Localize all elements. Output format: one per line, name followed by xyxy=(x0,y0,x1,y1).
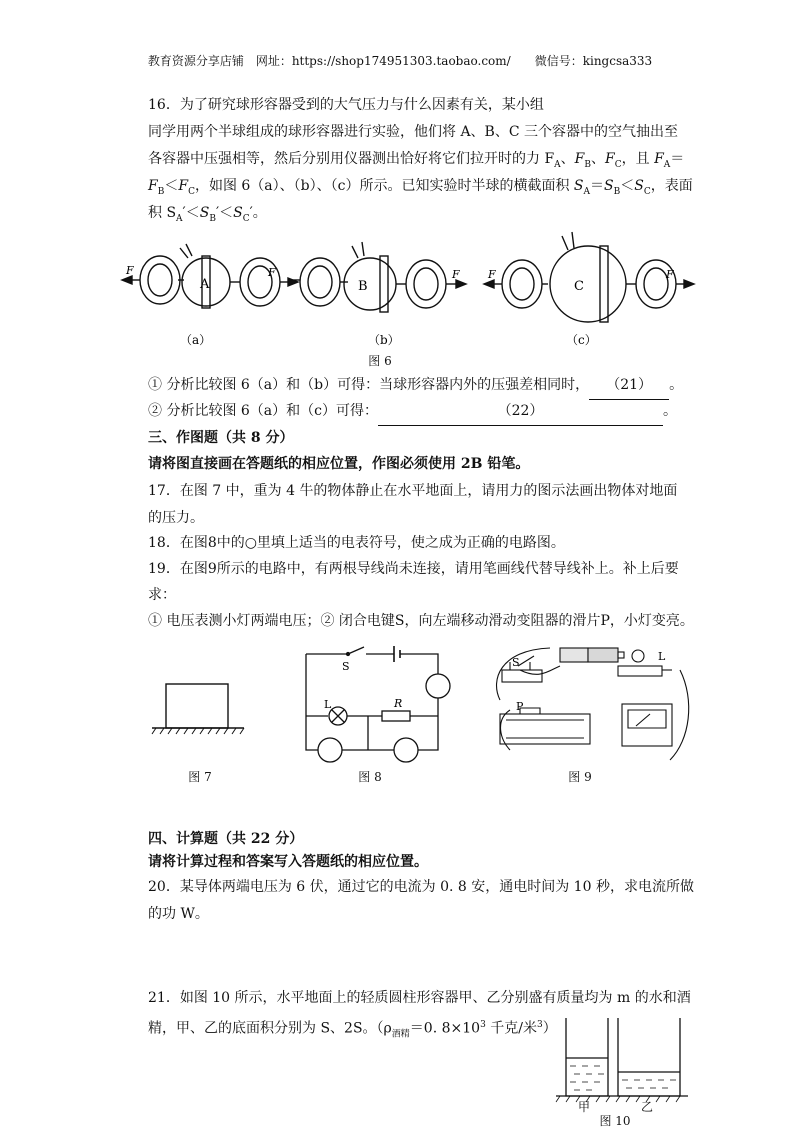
page-header: 教育资源分享店铺 网址：https://shop174951303.taobao.com/ 微信号：kingcsa333 xyxy=(147,54,653,68)
label-L-fig9: L xyxy=(658,650,666,663)
label-L: L xyxy=(324,698,332,711)
figure-9-caption: 图 9 xyxy=(568,770,592,784)
meter-circle-bottom-left xyxy=(318,738,342,762)
q16-sub2: ② 分析比较图 6（a）和（c）可得： （22） 。 xyxy=(148,398,693,426)
figure-9 xyxy=(490,640,695,765)
figure-7 xyxy=(148,680,248,740)
q16-line1: 16．为了研究球形容器受到的大气压力与什么因素有关，某小组 xyxy=(148,97,544,113)
figure-7-caption: 图 7 xyxy=(188,770,212,784)
q16-line4: $F_B<F_C$，如图 6（a）、（b）、（c）所示。已知实验时半球的横截面积 $S_A=S_B<S_C$，表面 xyxy=(148,178,693,197)
label-R: R xyxy=(394,697,403,710)
caption-b: （b） xyxy=(368,333,400,347)
figure-6-caption: 图 6 xyxy=(368,354,392,368)
figure-10 xyxy=(552,1016,692,1106)
caption-a: （a） xyxy=(180,333,212,347)
q16-sub1: ① 分析比较图 6（a）和（b）可得：当球形容器内外的压强差相同时， （21） 。 xyxy=(148,372,693,400)
label-fc-right: F xyxy=(666,268,674,281)
q16-line3: 各容器中压强相等，然后分别用仪器测出恰好将它们拉开时的力 $F_A$、$F_B$、$F_C$，且 $F_A=$ xyxy=(148,151,685,170)
label-jia: 甲 xyxy=(578,1100,591,1114)
blank-22[interactable]: （22） xyxy=(378,398,663,426)
figure-8 xyxy=(298,642,458,767)
section-4-title: 四、计算题（共 22 分） xyxy=(148,831,304,847)
blank-21[interactable]: （21） xyxy=(589,372,669,400)
q18-line1: 18．在图8中的○里填上适当的电表符号，使之成为正确的电路图。 xyxy=(148,535,565,551)
section-3-title: 三、作图题（共 8 分） xyxy=(148,430,294,446)
q16-line5: 积 $S_A'<S_B'<S_C'$。 xyxy=(148,205,267,224)
q20-line1: 20．某导体两端电压为 6 伏，通过它的电流为 0. 8 安，通电时间为 10 秒，求电流所做 xyxy=(148,879,694,895)
label-yi: 乙 xyxy=(641,1100,654,1114)
meter-circle-right xyxy=(426,674,450,698)
figure-8-caption: 图 8 xyxy=(358,770,382,784)
section-3-instructions: 请将图直接画在答题纸的相应位置，作图必须使用 2B 铅笔。 xyxy=(148,456,530,472)
label-S: S xyxy=(342,660,350,673)
q19-line1: 19．在图9所示的电路中，有两根导线尚未连接，请用笔画线代替导线补上。补上后要 xyxy=(148,561,679,577)
label-fc-left: F xyxy=(488,268,496,281)
label-A: A xyxy=(200,277,210,292)
meter-circle-bottom-right xyxy=(394,738,418,762)
q17-line2: 的压力。 xyxy=(148,510,204,526)
caption-c: （c） xyxy=(566,333,597,347)
label-fa-left: F xyxy=(126,264,134,277)
q19-line3: ① 电压表测小灯两端电压；② 闭合电键S，向左端移动滑动变阻器的滑片P，小灯变亮。 xyxy=(148,613,694,629)
label-P: P xyxy=(516,700,524,713)
figure-10-caption: 图 10 xyxy=(599,1114,631,1128)
label-fb: F xyxy=(452,268,460,281)
label-B: B xyxy=(358,279,368,294)
q17-line1: 17．在图 7 中，重为 4 牛的物体静止在水平地面上，请用力的图示法画出物体对地面 xyxy=(148,483,678,499)
q19-line2: 求： xyxy=(148,587,176,603)
label-C: C xyxy=(574,279,584,294)
label-S-fig9: S xyxy=(512,656,520,669)
q21-line2: 精，甲、乙的底面积分别为 S、2S。（$\rho_{酒精}=0$. $8\times 10^3$ 千克/米$^3$） xyxy=(148,1020,557,1040)
section-4-instructions: 请将计算过程和答案写入答题纸的相应位置。 xyxy=(148,854,428,870)
label-fa-right: F xyxy=(268,266,276,279)
q16-line2: 同学用两个半球组成的球形容器进行实验，他们将 A、B、C 三个容器中的空气抽出至 xyxy=(148,124,679,140)
q21-line1: 21．如图 10 所示，水平地面上的轻质圆柱形容器甲、乙分别盛有质量均为 m 的水和酒 xyxy=(148,990,691,1006)
figure-6 xyxy=(118,228,698,358)
q20-line2: 的功 W。 xyxy=(148,906,209,922)
